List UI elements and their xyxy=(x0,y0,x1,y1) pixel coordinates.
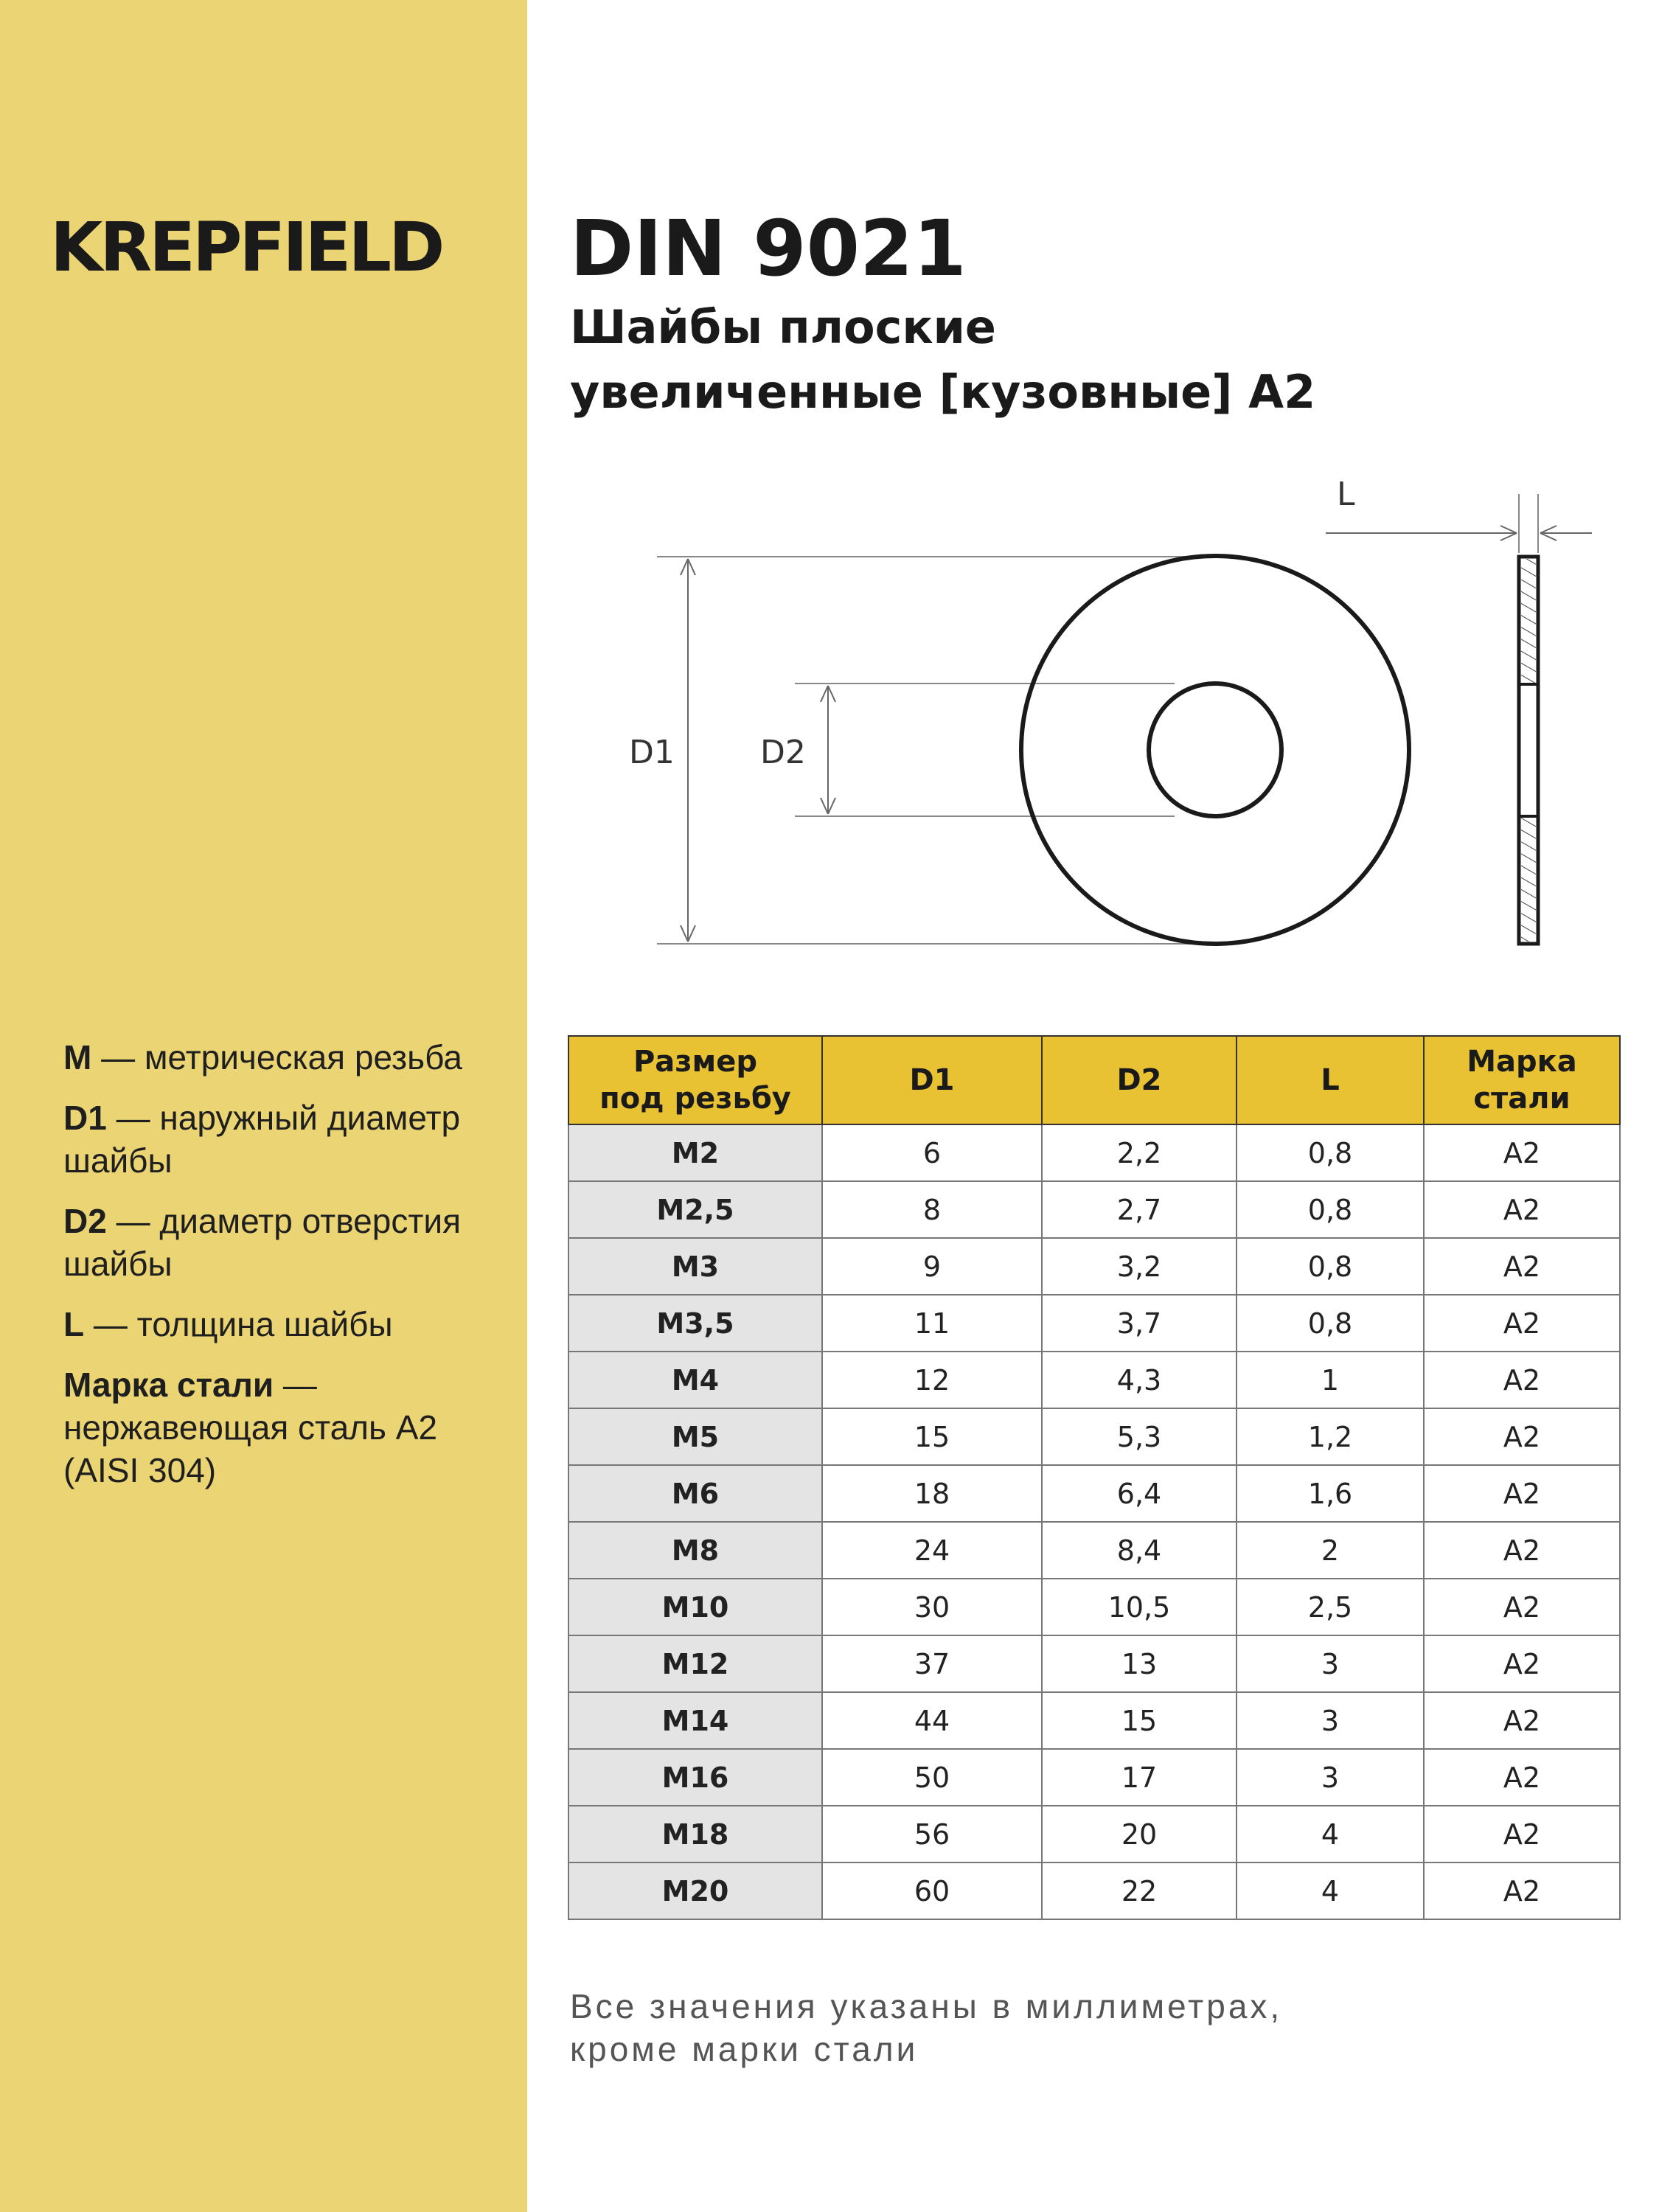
cell-l: 1,2 xyxy=(1237,1408,1424,1465)
cell-d2: 3,7 xyxy=(1042,1295,1237,1352)
cell-d1: 6 xyxy=(822,1124,1042,1181)
cell-size: M20 xyxy=(568,1863,822,1919)
cell-d2: 2,7 xyxy=(1042,1181,1237,1238)
table-row xyxy=(568,1635,1620,1692)
legend-item-l: L — толщина шайбы xyxy=(63,1305,393,1343)
washer-outer-circle xyxy=(1021,556,1409,944)
cell-d2: 6,4 xyxy=(1042,1465,1237,1522)
subtitle-line-1: Шайбы плоские xyxy=(570,300,996,354)
table-row xyxy=(568,1124,1620,1181)
cell-l: 3 xyxy=(1237,1749,1424,1806)
cell-d1: 15 xyxy=(822,1408,1042,1465)
cell-l: 4 xyxy=(1237,1863,1424,1919)
cell-size: M3 xyxy=(568,1238,822,1295)
table-row xyxy=(568,1408,1620,1465)
cell-d2: 17 xyxy=(1042,1749,1237,1806)
header-d2: D2 xyxy=(1042,1036,1237,1124)
cell-size: M16 xyxy=(568,1749,822,1806)
cell-size: M14 xyxy=(568,1692,822,1749)
cell-steel: A2 xyxy=(1424,1295,1620,1352)
cell-d2: 15 xyxy=(1042,1692,1237,1749)
cell-l: 2,5 xyxy=(1237,1579,1424,1635)
cell-size: M6 xyxy=(568,1465,822,1522)
cell-l: 2 xyxy=(1237,1522,1424,1579)
washer-inner-circle xyxy=(1149,684,1281,816)
washer-side-hatch-top xyxy=(1521,559,1536,684)
table-row xyxy=(568,1863,1620,1919)
cell-d2: 10,5 xyxy=(1042,1579,1237,1635)
washer-side-hatch-bottom xyxy=(1521,816,1536,942)
table-row xyxy=(568,1522,1620,1579)
cell-l: 3 xyxy=(1237,1635,1424,1692)
cell-l: 0,8 xyxy=(1237,1124,1424,1181)
cell-steel: A2 xyxy=(1424,1635,1620,1692)
page-title: DIN 9021 xyxy=(570,204,967,293)
cell-l: 0,8 xyxy=(1237,1181,1424,1238)
cell-l: 3 xyxy=(1237,1692,1424,1749)
footnote: Все значения указаны в миллиметрах, кроме марки стали xyxy=(570,1987,1283,2068)
cell-d2: 2,2 xyxy=(1042,1124,1237,1181)
header-size: Размер под резьбу xyxy=(568,1036,822,1124)
cell-d1: 9 xyxy=(822,1238,1042,1295)
subtitle-line-2: увеличенные [кузовные] А2 xyxy=(570,365,1316,419)
label-d1: D1 xyxy=(629,734,675,771)
table-header-row xyxy=(568,1036,1620,1124)
cell-d1: 18 xyxy=(822,1465,1042,1522)
table-row xyxy=(568,1465,1620,1522)
cell-d1: 60 xyxy=(822,1863,1042,1919)
legend-item-d2: D2 — диаметр отверстия шайбы xyxy=(63,1202,462,1283)
cell-d1: 30 xyxy=(822,1579,1042,1635)
cell-steel: A2 xyxy=(1424,1465,1620,1522)
table-row xyxy=(568,1181,1620,1238)
legend-item-m: M — метрическая резьба xyxy=(63,1038,462,1077)
cell-size: M3,5 xyxy=(568,1295,822,1352)
cell-steel: A2 xyxy=(1424,1806,1620,1863)
washer-drawing xyxy=(570,472,1602,973)
cell-l: 0,8 xyxy=(1237,1295,1424,1352)
cell-steel: A2 xyxy=(1424,1579,1620,1635)
table-row xyxy=(568,1295,1620,1352)
brand-logo: KREPFIELD xyxy=(50,208,442,287)
cell-size: M5 xyxy=(568,1408,822,1465)
cell-d2: 13 xyxy=(1042,1635,1237,1692)
cell-steel: A2 xyxy=(1424,1124,1620,1181)
cell-steel: A2 xyxy=(1424,1238,1620,1295)
cell-d2: 3,2 xyxy=(1042,1238,1237,1295)
cell-steel: A2 xyxy=(1424,1408,1620,1465)
cell-l: 1,6 xyxy=(1237,1465,1424,1522)
table-row xyxy=(568,1749,1620,1806)
cell-steel: A2 xyxy=(1424,1692,1620,1749)
cell-d1: 8 xyxy=(822,1181,1042,1238)
header-l: L xyxy=(1237,1036,1424,1124)
table-row xyxy=(568,1579,1620,1635)
header-d1: D1 xyxy=(822,1036,1042,1124)
cell-d2: 4,3 xyxy=(1042,1352,1237,1408)
page-subtitle xyxy=(570,295,1602,425)
label-d2: D2 xyxy=(760,734,806,771)
cell-steel: A2 xyxy=(1424,1749,1620,1806)
cell-d2: 5,3 xyxy=(1042,1408,1237,1465)
cell-steel: A2 xyxy=(1424,1352,1620,1408)
table-row xyxy=(568,1806,1620,1863)
cell-d2: 8,4 xyxy=(1042,1522,1237,1579)
cell-d2: 20 xyxy=(1042,1806,1237,1863)
cell-d1: 50 xyxy=(822,1749,1042,1806)
cell-size: M10 xyxy=(568,1579,822,1635)
table-row xyxy=(568,1238,1620,1295)
legend xyxy=(63,1036,506,1509)
cell-d1: 24 xyxy=(822,1522,1042,1579)
cell-d1: 37 xyxy=(822,1635,1042,1692)
cell-d1: 56 xyxy=(822,1806,1042,1863)
cell-l: 4 xyxy=(1237,1806,1424,1863)
table-row xyxy=(568,1692,1620,1749)
cell-d1: 44 xyxy=(822,1692,1042,1749)
cell-l: 1 xyxy=(1237,1352,1424,1408)
cell-d1: 12 xyxy=(822,1352,1042,1408)
label-l: L xyxy=(1337,476,1355,513)
cell-l: 0,8 xyxy=(1237,1238,1424,1295)
cell-d1: 11 xyxy=(822,1295,1042,1352)
specs-table xyxy=(568,1035,1621,1920)
cell-size: M2 xyxy=(568,1124,822,1181)
cell-size: M2,5 xyxy=(568,1181,822,1238)
cell-size: M4 xyxy=(568,1352,822,1408)
sidebar-panel xyxy=(0,0,527,2212)
cell-size: M12 xyxy=(568,1635,822,1692)
header-steel: Марка стали xyxy=(1424,1036,1620,1124)
cell-size: M18 xyxy=(568,1806,822,1863)
legend-item-steel: Марка стали — нержавеющая сталь A2 (AISI 304) xyxy=(63,1366,438,1489)
cell-d2: 22 xyxy=(1042,1863,1237,1919)
cell-steel: A2 xyxy=(1424,1181,1620,1238)
cell-steel: A2 xyxy=(1424,1522,1620,1579)
cell-steel: A2 xyxy=(1424,1863,1620,1919)
cell-size: M8 xyxy=(568,1522,822,1579)
legend-item-d1: D1 — наружный диаметр шайбы xyxy=(63,1099,461,1180)
table-row xyxy=(568,1352,1620,1408)
